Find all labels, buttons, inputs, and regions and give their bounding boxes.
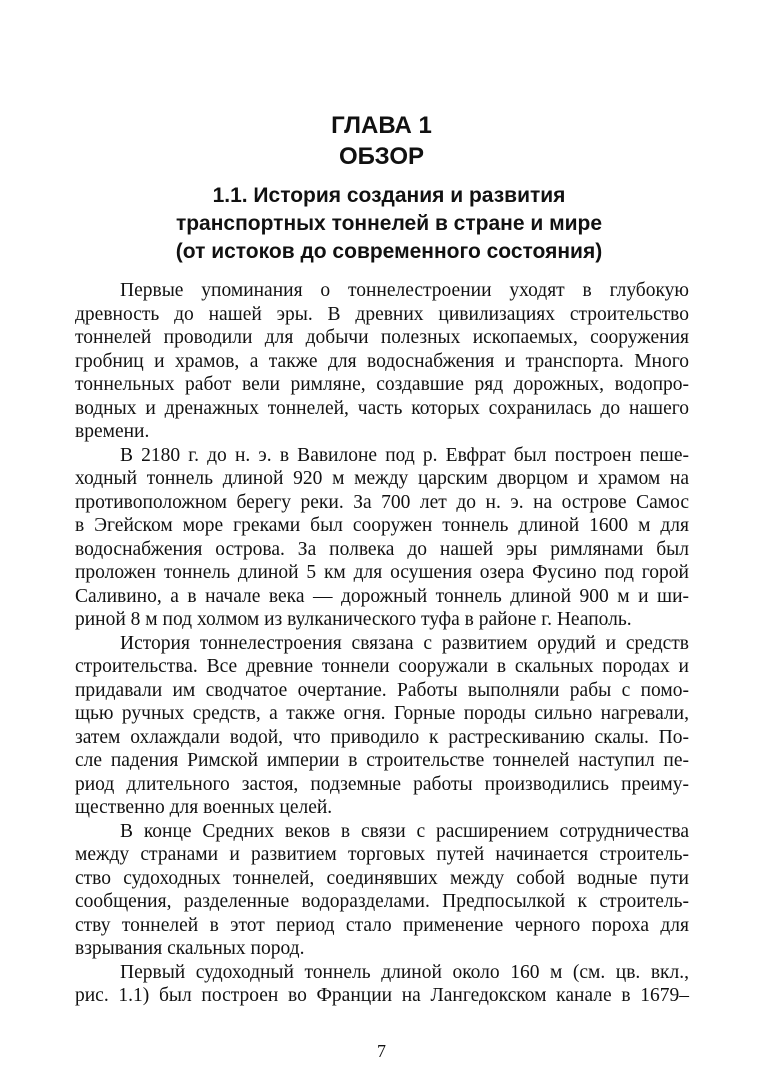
text-line: взрывания скальных пород.	[75, 938, 305, 959]
chapter-heading	[0, 110, 763, 172]
text-line: сле падения Римской империи в строительстве тоннелей наступил пе-	[75, 750, 689, 771]
text-line: Первый судоходный тоннель длиной около 160 м (см. цв. вкл.,	[120, 961, 689, 983]
text-line: водных и дренажных тоннелей, часть которых сохранилась до нашего	[75, 397, 689, 419]
text-line: ству тоннелей в этот период стало применение черного пороха для	[75, 914, 689, 936]
text-line: сообщения, разделенные водоразделами. Предпосылкой к строитель-	[75, 891, 689, 912]
paragraph	[75, 444, 689, 632]
paragraph	[75, 632, 689, 820]
text-line: древность до нашей эры. В древних цивилизациях строительство	[75, 303, 689, 325]
text-line: в Эгейском море греками был сооружен тоннель длиной 1600 м для	[75, 515, 689, 536]
text-line: В 2180 г. до н. э. в Вавилоне под р. Евфрат был построен пеше-	[120, 444, 689, 466]
section-heading-line: (от истоков до современного состояния)	[175, 240, 603, 263]
text-line: времени.	[75, 421, 150, 442]
body-text	[75, 279, 689, 1008]
paragraph	[75, 820, 689, 961]
text-line: противоположном берегу реки. За 700 лет до н. э. на острове Самос	[75, 491, 689, 513]
text-line: щественно для военных целей.	[75, 797, 333, 818]
text-line: тоннельных работ вели римляне, создавшие ряд дорожных, водопро-	[75, 374, 689, 395]
text-line: ство судоходных тоннелей, соединявших между собой водные пути	[75, 867, 689, 889]
text-line: рис. 1.1) был построен во Франции на Лангедокском канале в 1679–	[75, 985, 689, 1006]
text-line: тоннелей проводили для добычи полезных ископаемых, сооружения	[75, 327, 689, 348]
text-line: риод длительного застоя, подземные работы производились преиму-	[75, 773, 689, 795]
chapter-number: ГЛАВА 1	[331, 112, 432, 139]
section-heading-line: 1.1. История создания и развития	[212, 184, 566, 207]
paragraph	[75, 279, 689, 444]
paragraph	[75, 961, 689, 1008]
text-line: проложен тоннель длиной 5 км для осушения озера Фусино под горой	[75, 562, 689, 583]
text-line: Саливино, а в начале века — дорожный тоннель длиной 900 м и ши-	[75, 585, 689, 607]
text-line: Первые упоминания о тоннелестроении уходят в глубокую	[120, 280, 689, 301]
section-heading-line: транспортных тоннелей в стране и мире	[175, 212, 603, 235]
text-line: строительства. Все древние тоннели сооружали в скальных породах и	[75, 656, 689, 677]
text-line: В конце Средних веков в связи с расширением сотрудничества	[120, 820, 689, 842]
chapter-title: ОБЗОР	[339, 143, 424, 170]
section-heading	[90, 182, 688, 266]
text-line: щью ручных средств, а также огня. Горные породы сильно нагревали,	[75, 703, 689, 724]
text-line: История тоннелестроения связана с развитием орудий и средств	[120, 632, 689, 654]
text-line: гробниц и храмов, а также для водоснабжения и транспорта. Много	[75, 350, 689, 372]
text-line: риной 8 м под холмом из вулканического туфа в районе г. Неаполь.	[75, 609, 632, 630]
text-line: затем охлаждали водой, что приводило к растрескиванию скалы. По-	[75, 726, 689, 748]
text-line: ходный тоннель длиной 920 м между царским дворцом и храмом на	[75, 468, 689, 489]
page-number: 7	[377, 1041, 386, 1061]
text-line: придавали им сводчатое очертание. Работы выполняли рабы с помо-	[75, 679, 689, 701]
text-line: между странами и развитием торговых путей начинается строитель-	[75, 844, 689, 865]
text-line: водоснабжения острова. За полвека до нашей эры римлянами был	[75, 538, 689, 560]
